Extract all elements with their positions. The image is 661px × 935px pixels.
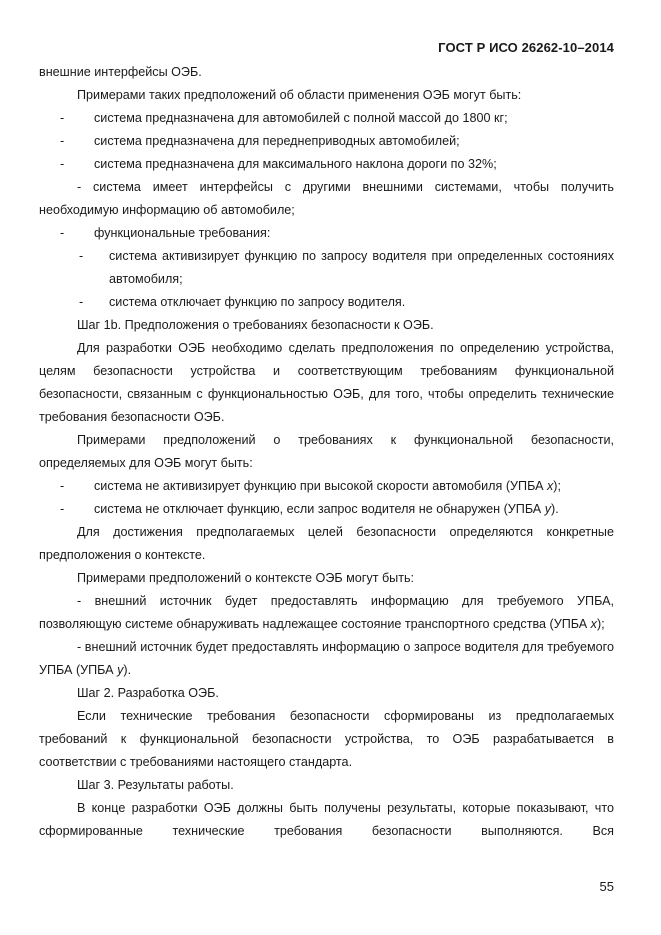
bullet-dash: -	[79, 249, 84, 263]
paragraph: Если технические требования безопасности сформированы из предполагаемых требований к функциональной безопасности устройства, то ОЭБ разрабатывается в соответствии с требованиями настоящего стандарта.	[39, 709, 614, 769]
list-item: - внешний источник будет предоставлять информацию для требуемого УПБА, позволяющую системе обнаруживать надлежащее состояние транспортного средства (УПБА x);	[39, 594, 614, 631]
standard-header: ГОСТ Р ИСО 26262-10–2014	[438, 40, 614, 55]
bullet-dash: -	[60, 134, 65, 148]
sub-list-item: - система отключает функцию по запросу водителя.	[39, 291, 614, 314]
step-heading: Шаг 2. Разработка ОЭБ.	[77, 686, 219, 700]
paragraph: Примерами предположений о контексте ОЭБ могут быть:	[77, 571, 415, 585]
bullet-dash: -	[60, 111, 65, 125]
list-item: - система предназначена для максимального наклона дороги по 32%;	[39, 153, 614, 176]
bullet-dash: -	[60, 226, 65, 240]
page-number: 55	[599, 879, 614, 894]
sub-list-item: - система активизирует функцию по запросу водителя при определенных состояниях автомобиля;	[39, 245, 614, 291]
bullet-dash: -	[60, 502, 65, 516]
step-heading: Шаг 1b. Предположения о требованиях безопасности к ОЭБ.	[77, 318, 434, 332]
bullet-dash: -	[60, 479, 65, 493]
paragraph: Для разработки ОЭБ необходимо сделать предположения по определению устройства, целям безопасности устройства и соответствующим требованиям функциональной безопасности, связанным с функциональностью ОЭБ, для того, чтобы определить технические требования безопасности ОЭБ.	[39, 341, 614, 424]
document-body	[39, 61, 614, 843]
paragraph: Для достижения предполагаемых целей безопасности определяются конкретные предположения о контексте.	[39, 525, 614, 562]
list-item: - система не отключает функцию, если запрос водителя не обнаружен (УПБА y).	[39, 498, 614, 521]
list-item: - внешний источник будет предоставлять информацию о запросе водителя для требуемого УПБА (УПБА y).	[39, 640, 614, 677]
list-item: - функциональные требования:	[39, 222, 614, 245]
list-item: - система предназначена для автомобилей с полной массой до 1800 кг;	[39, 107, 614, 130]
list-item-continuation: необходимую информацию об автомобиле;	[39, 203, 295, 217]
list-item: - система предназначена для переднеприводных автомобилей;	[39, 130, 614, 153]
step-heading: Шаг 3. Результаты работы.	[77, 778, 234, 792]
paragraph: Примерами таких предположений об области применения ОЭБ могут быть:	[77, 88, 522, 102]
paragraph: Примерами предположений о требованиях к функциональной безопасности, определяемых для ОЭБ могут быть:	[39, 433, 614, 470]
bullet-dash: -	[60, 157, 65, 171]
list-item: - система имеет интерфейсы с другими внешними системами, чтобы получить	[77, 180, 614, 194]
paragraph: внешние интерфейсы ОЭБ.	[39, 65, 202, 79]
paragraph: В конце разработки ОЭБ должны быть получены результаты, которые показывают, что сформированные технические требования безопасности выполняются. Вся	[39, 801, 614, 838]
list-item: - система не активизирует функцию при высокой скорости автомобиля (УПБА x);	[39, 475, 614, 498]
bullet-dash: -	[79, 295, 84, 309]
